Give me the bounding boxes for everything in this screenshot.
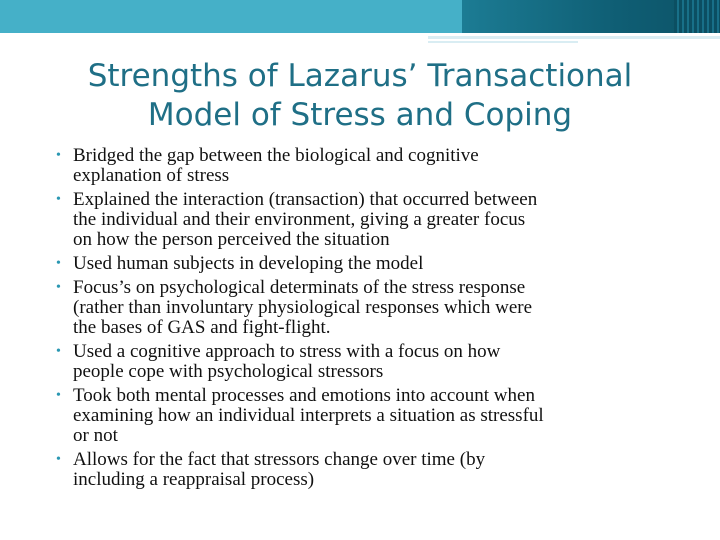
bullet-text-line: Explained the interaction (transaction) that occurred between <box>73 189 538 210</box>
bullet-icon: • <box>56 148 61 163</box>
bullet-item <box>56 450 692 490</box>
header-accent-line <box>428 36 720 39</box>
bullet-text-line: the individual and their environment, giving a greater focus <box>73 209 526 230</box>
bullet-icon: • <box>56 280 61 295</box>
bullet-item <box>56 386 692 446</box>
bullet-icon: • <box>56 388 61 403</box>
bullet-item <box>56 146 692 186</box>
bullet-text-line: Took both mental processes and emotions into account when <box>73 385 535 406</box>
bullet-text-line: Used human subjects in developing the model <box>73 253 424 274</box>
bullet-item <box>56 254 692 274</box>
slide-title-line-1: Strengths of Lazarus’ Transactional <box>87 58 633 94</box>
bullet-text-line: people cope with psychological stressors <box>73 361 384 382</box>
bullet-text-line: Focus’s on psychological determinats of the stress response <box>73 277 526 298</box>
bullet-item <box>56 190 692 250</box>
bullet-icon: • <box>56 256 61 271</box>
bullet-text-line: Bridged the gap between the biological and cognitive <box>73 145 479 166</box>
bullet-text-line: (rather than involuntary physiological responses which were <box>73 297 533 318</box>
bullet-icon: • <box>56 344 61 359</box>
bullet-text-line: including a reappraisal process) <box>73 469 315 490</box>
bullet-icon: • <box>56 452 61 467</box>
bullet-text-line: the bases of GAS and fight-flight. <box>73 317 331 338</box>
bullet-item <box>56 278 692 338</box>
bullet-list <box>56 146 692 494</box>
bullet-item <box>56 342 692 382</box>
bullet-icon: • <box>56 192 61 207</box>
header-stripes <box>674 0 720 33</box>
header-decoration <box>0 0 720 52</box>
bullet-text-line: on how the person perceived the situation <box>73 229 390 250</box>
bullet-text-line: explanation of stress <box>73 165 230 186</box>
slide-title-line-2: Model of Stress and Coping <box>147 97 573 133</box>
header-accent-line-short <box>428 41 578 43</box>
bullet-text-line: Allows for the fact that stressors change over time (by <box>73 449 486 470</box>
bullet-text-line: Used a cognitive approach to stress with a focus on how <box>73 341 501 362</box>
slide-title <box>40 57 680 135</box>
bullet-text-line: examining how an individual interprets a situation as stressful <box>73 405 544 426</box>
bullet-text-line: or not <box>73 425 118 446</box>
